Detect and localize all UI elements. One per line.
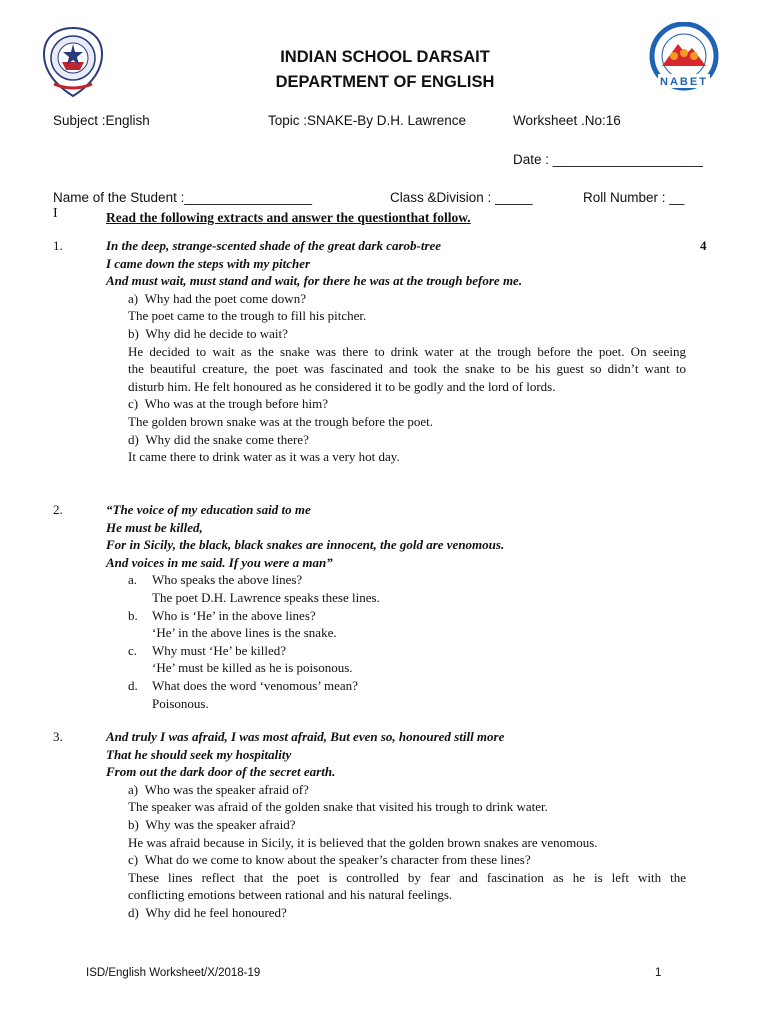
section-numeral: I bbox=[53, 206, 58, 221]
extract-line: From out the dark door of the secret earth. bbox=[106, 764, 336, 780]
answer-3b: He was afraid because in Sicily, it is believed that the golden brown snakes are venomous. bbox=[128, 834, 598, 850]
question-2c: c. Why must ‘He’ be killed? bbox=[128, 642, 287, 658]
answer-2d: Poisonous. bbox=[152, 695, 209, 711]
roll-number-field: Roll Number : __ bbox=[583, 190, 685, 205]
question-1d: d) Why did the snake come there? bbox=[128, 431, 309, 447]
question-2-block bbox=[106, 501, 686, 712]
answer-1b-line: disturb him. He felt honoured as he considered it to be godly and the lord of lords. bbox=[128, 378, 556, 394]
topic-label: Topic :SNAKE-By D.H. Lawrence bbox=[268, 113, 467, 128]
extract-line: For in Sicily, the black, black snakes are innocent, the gold are venomous. bbox=[106, 537, 505, 553]
subject-label: Subject :English bbox=[53, 113, 150, 128]
answer-2c: ‘He’ must be killed as he is poisonous. bbox=[152, 660, 353, 676]
answer-1a: The poet came to the trough to fill his pitcher. bbox=[128, 308, 367, 324]
department-name: DEPARTMENT OF ENGLISH bbox=[275, 73, 495, 91]
item-label: a. bbox=[128, 572, 138, 588]
question-1c: c) Who was at the trough before him? bbox=[128, 396, 328, 412]
question-2a: a. Who speaks the above lines? bbox=[128, 572, 303, 588]
extract-line: That he should seek my hospitality bbox=[106, 746, 292, 762]
extract-line: In the deep, strange-scented shade of the great dark carob-tree bbox=[106, 238, 442, 253]
extract-line: And must wait, must stand and wait, for there he was at the trough before me. bbox=[106, 273, 523, 289]
extract-line: “The voice of my education said to me bbox=[106, 502, 311, 517]
school-name: INDIAN SCHOOL DARSAIT bbox=[280, 48, 490, 66]
footer-reference: ISD/English Worksheet/X/2018-19 bbox=[86, 967, 261, 979]
student-name-field: Name of the Student :_________________ bbox=[53, 190, 312, 205]
class-division-field: Class &Division : _____ bbox=[390, 190, 533, 205]
question-2-number: 2. bbox=[53, 502, 63, 517]
question-3d: d) Why did he feel honoured? bbox=[128, 904, 287, 920]
answer-1b-line: He decided to wait as the snake was there to drink water at the trough before the poet. On seeing bbox=[128, 343, 686, 359]
answer-1b-line: the beautiful creature, the poet was fascinated and took the snake to be his guest so didn’t want to bbox=[128, 361, 686, 377]
date-field: Date : ____________________ bbox=[513, 152, 703, 167]
question-3b: b) Why was the speaker afraid? bbox=[128, 816, 296, 832]
question-3-number: 3. bbox=[53, 729, 63, 744]
worksheet-number: Worksheet .No:16 bbox=[513, 113, 621, 128]
answer-1d: It came there to drink water as it was a very hot day. bbox=[128, 449, 400, 465]
answer-2b: ‘He’ in the above lines is the snake. bbox=[152, 625, 337, 641]
extract-line: And voices in me said. If you were a man” bbox=[106, 554, 333, 570]
question-1b: b) Why did he decide to wait? bbox=[128, 325, 288, 341]
question-1-number: 1. bbox=[53, 238, 63, 253]
question-3a: a) Who was the speaker afraid of? bbox=[128, 781, 309, 797]
nabet-label: NABET bbox=[660, 76, 708, 88]
answer-2a: The poet D.H. Lawrence speaks these lines. bbox=[152, 589, 380, 605]
question-2d: d. What does the word ‘venomous’ mean? bbox=[128, 677, 358, 693]
item-label: b. bbox=[128, 607, 138, 623]
answer-3a: The speaker was afraid of the golden snake that visited his trough to drink water. bbox=[128, 799, 548, 815]
question-1a: a) Why had the poet come down? bbox=[128, 290, 306, 306]
answer-1c: The golden brown snake was at the trough before the poet. bbox=[128, 413, 434, 429]
section-instruction: Read the following extracts and answer the questionthat follow. bbox=[106, 210, 471, 225]
answer-3c-line: These lines reflect that the poet is controlled by fear and fascination as he is left with the bbox=[128, 869, 686, 885]
question-3c: c) What do we come to know about the speaker’s character from these lines? bbox=[128, 852, 531, 868]
question-3-block bbox=[106, 728, 686, 922]
question-1-marks: 4 bbox=[700, 238, 707, 253]
item-label: d. bbox=[128, 677, 138, 693]
extract-line: I came down the steps with my pitcher bbox=[106, 255, 311, 271]
question-1-block bbox=[106, 237, 686, 466]
extract-line: And truly I was afraid, I was most afraid, But even so, honoured still more bbox=[106, 729, 505, 744]
question-2b: b. Who is ‘He’ in the above lines? bbox=[128, 607, 316, 623]
answer-3c-line: conflicting emotions between rational and his natural feelings. bbox=[128, 887, 453, 903]
extract-line: He must be killed, bbox=[106, 519, 203, 535]
page-number: 1 bbox=[655, 967, 662, 979]
item-label: c. bbox=[128, 642, 138, 658]
